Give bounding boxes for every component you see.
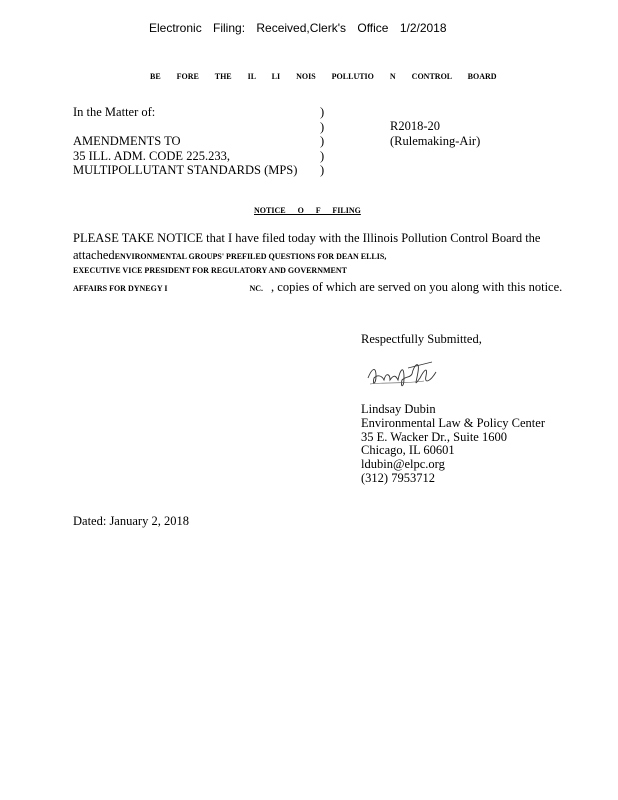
notice-body-line-2 bbox=[73, 248, 386, 263]
caption-parens bbox=[320, 105, 324, 178]
filing-stamp: Electronic Filing: Received,Clerk's Office 1/2/2018 bbox=[149, 21, 447, 35]
document-title-part-4: NC. bbox=[249, 284, 264, 293]
notice-body-tail: , copies of which are served on you along with this notice. bbox=[271, 280, 563, 294]
document-title-part-3: AFFAIRS FOR DYNEGY I bbox=[73, 284, 168, 293]
paren: ) bbox=[320, 119, 325, 134]
matter-caption bbox=[73, 105, 297, 178]
docket-info bbox=[390, 119, 480, 148]
dated-line: Dated: January 2, 2018 bbox=[73, 514, 189, 528]
attached-word: attached bbox=[73, 248, 115, 262]
paren: ) bbox=[320, 134, 325, 148]
signature-image bbox=[364, 354, 444, 394]
paren: ) bbox=[320, 105, 325, 119]
signer-name: Lindsay Dubin bbox=[361, 402, 436, 416]
paren: ) bbox=[320, 148, 325, 163]
board-heading: BE FORE THE IL LI NOIS POLLUTIO N CONTROL BOARD bbox=[150, 72, 497, 81]
notice-body-line-4 bbox=[73, 280, 562, 295]
signer-phone: (312) 7953712 bbox=[361, 470, 435, 485]
matter-line-2: 35 ILL. ADM. CODE 225.233, bbox=[73, 148, 230, 163]
document-title-part-2: EXECUTIVE VICE PRESIDENT FOR REGULATORY AND GOVERNMENT bbox=[73, 266, 347, 275]
paren: ) bbox=[320, 163, 325, 177]
matter-line-1: AMENDMENTS TO bbox=[73, 134, 181, 148]
notice-body-line-1: PLEASE TAKE NOTICE that I have filed today with the Illinois Pollution Control Board the bbox=[73, 231, 541, 245]
matter-intro: In the Matter of: bbox=[73, 105, 156, 119]
notice-title: NOTICE O F FILING bbox=[254, 206, 361, 215]
docket-number: R2018-20 bbox=[390, 119, 440, 133]
document-title-part-1: ENVIRONMENTAL GROUPS' PREFILED QUESTIONS FOR DEAN ELLIS, bbox=[114, 252, 387, 261]
signature-block bbox=[361, 403, 545, 486]
matter-line-3: MULTIPOLLUTANT STANDARDS (MPS) bbox=[73, 163, 298, 177]
docket-type: (Rulemaking-Air) bbox=[390, 133, 481, 148]
signer-organization: Environmental Law & Policy Center bbox=[361, 415, 545, 430]
respectfully-submitted: Respectfully Submitted, bbox=[361, 332, 482, 346]
signer-email: ldubin@elpc.org bbox=[361, 457, 445, 472]
address-line-2: Chicago, IL 60601 bbox=[361, 443, 455, 458]
address-line-1: 35 E. Wacker Dr., Suite 1600 bbox=[361, 429, 507, 444]
